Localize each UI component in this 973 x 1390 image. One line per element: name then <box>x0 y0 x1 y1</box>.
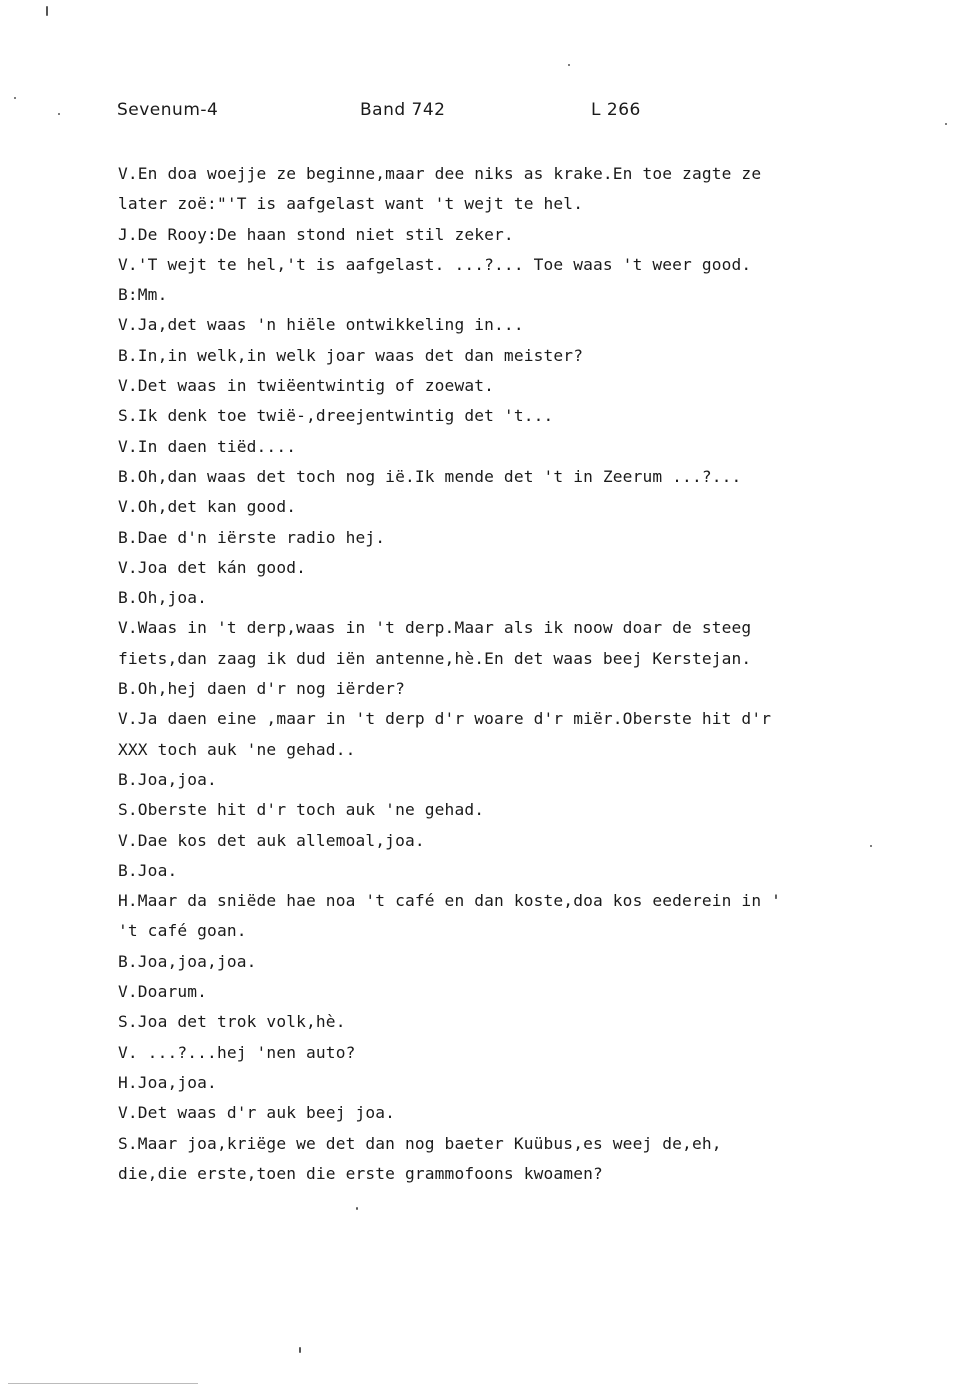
transcript-line: V.En doa woejje ze beginne,maar dee niks as krake.En toe zagte ze <box>118 164 762 183</box>
transcript-line: B.Oh,joa. <box>118 588 208 608</box>
header-location: Sevenum-4 <box>117 100 219 120</box>
transcript-line: V.'T wejt te hel,'t is aafgelast. ...?... Toe waas 't weer good. <box>118 254 752 274</box>
transcript-line: V.Doarum. <box>118 982 208 1002</box>
transcript-line: H.Maar da sniëde hae noa 't café en dan koste,doa kos eederein in ' <box>118 891 782 911</box>
transcript-line: B.Joa,joa,joa. <box>118 951 257 971</box>
transcript-line: S.Joa det trok volk,hè. <box>118 1012 346 1032</box>
header-page-number: L 266 <box>591 100 641 120</box>
transcript-line: V.Waas in 't derp,waas in 't derp.Maar als ik noow doar de steeg <box>118 618 752 638</box>
scan-speck <box>8 1383 198 1384</box>
transcript-line: 't café goan. <box>118 921 247 941</box>
transcript-line: H.Joa,joa. <box>118 1072 217 1092</box>
transcript-line: V.Dae kos det auk allemoal,joa. <box>118 830 425 850</box>
transcript-line: S.Oberste hit d'r toch auk 'ne gehad. <box>118 800 485 820</box>
scan-speck <box>945 123 947 125</box>
scan-speck <box>46 6 48 16</box>
scan-speck <box>568 64 570 66</box>
transcript-line: B:Mm. <box>118 285 168 305</box>
transcript-line: V. ...?...hej 'nen auto? <box>118 1042 356 1062</box>
transcript-line: XXX toch auk 'ne gehad.. <box>118 739 356 759</box>
scan-speck <box>58 113 60 115</box>
transcript-line: B.Dae d'n iërste radio hej. <box>118 527 386 547</box>
transcript-line: V.Det waas d'r auk beej joa. <box>118 1103 396 1123</box>
scan-speck <box>356 1207 358 1210</box>
scan-speck <box>299 1347 301 1353</box>
header-band: Band 742 <box>360 100 446 120</box>
transcript-line: V.Joa det kán good. <box>118 557 307 577</box>
transcript-line: V.In daen tiëd.... <box>118 436 297 456</box>
transcript-line: S.Ik denk toe twië-,dreejentwintig det 't... <box>118 406 554 426</box>
transcript-line: V.Ja,det waas 'n hiële ontwikkeling in... <box>118 315 524 335</box>
scan-speck <box>870 845 872 847</box>
transcript-line: J.De Rooy:De haan stond niet stil zeker. <box>118 224 514 244</box>
transcript-line: V.Oh,det kan good. <box>118 497 297 517</box>
transcript-line: S.Maar joa,kriëge we det dan nog baeter Kuübus,es weej de,eh, <box>118 1133 722 1153</box>
transcript-line: V.Det waas in twiëentwintig of zoewat. <box>118 376 495 396</box>
transcript-line: B.Joa. <box>118 860 178 880</box>
transcript-line: B.Oh,hej daen d'r nog iërder? <box>118 679 405 699</box>
transcript-line: B.In,in welk,in welk joar waas det dan meister? <box>118 345 584 365</box>
transcript-line: fiets,dan zaag ik dud iën antenne,hè.En det waas beej Kerstejan. <box>118 648 752 668</box>
transcript-line: V.Ja daen eine ,maar in 't derp d'r woare d'r miër.Oberste hit d'r <box>118 709 772 729</box>
scan-speck <box>14 97 16 99</box>
transcript-line: die,die erste,toen die erste grammofoons kwoamen? <box>118 1163 603 1183</box>
transcript-line: B.Oh,dan waas det toch nog ië.Ik mende det 't in Zeerum ...?... <box>118 466 742 486</box>
transcript-body <box>118 159 838 1189</box>
transcript-line: later zoë:"'T is aafgelast want 't wejt te hel. <box>118 194 584 214</box>
transcript-line: B.Joa,joa. <box>118 769 217 789</box>
